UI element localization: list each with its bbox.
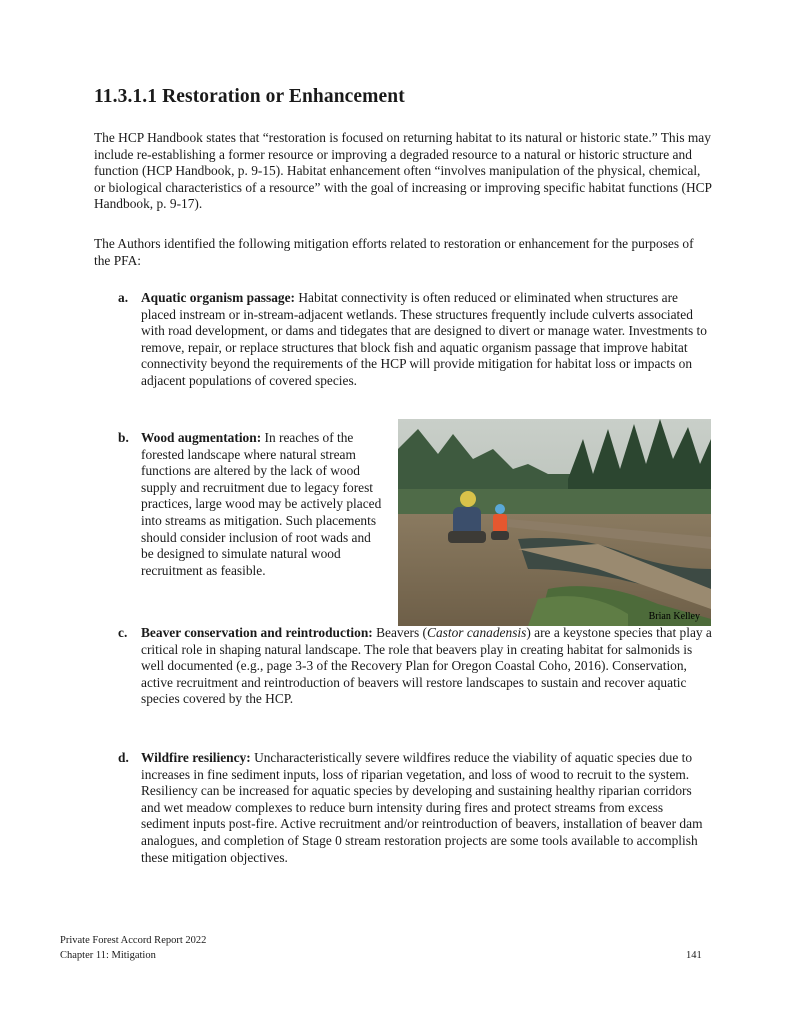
footer-report-title: Private Forest Accord Report 2022 [60, 935, 207, 946]
list-marker: b. [118, 430, 129, 445]
list-item-wood-augmentation [118, 430, 386, 579]
species-name: Castor canadensis [427, 625, 527, 640]
item-text-before: Beavers ( [376, 625, 428, 640]
item-text: Uncharacteristically severe wildfires reduce the viability of aquatic species due to increases in fine sediment inputs, loss of riparian vegetation, and loss of wood to recruit to the system. Resiliency can be increased for aquatic species by developing and sustaining healthy riparian corridors and wet meadow complexes to reduce burn intensity during fires and protect streams from excess sediment inputs post-fire. Active recruitment and/or reintroduction of beavers, installation of beaver dam analogues, and completion of Stage 0 stream restoration projects are some tools available to accomplish these mitigation objectives. [141, 750, 703, 865]
list-item-wildfire-resiliency [118, 750, 714, 866]
item-title: Wildfire resiliency: [141, 750, 255, 765]
list-item-beaver-conservation [118, 625, 714, 708]
list-item-aquatic-passage [118, 290, 714, 390]
item-title: Wood augmentation: [141, 430, 265, 445]
footer-chapter: Chapter 11: Mitigation [60, 950, 156, 961]
list-marker: c. [118, 625, 128, 640]
photo-credit: Brian Kelley [648, 611, 700, 622]
item-title: Aquatic organism passage: [141, 290, 299, 305]
item-text: Habitat connectivity is often reduced or eliminated when structures are placed instream or in-stream-adjacent wetlands. These structures frequently include culverts associated with road development, or dams and tidegates that are designed to divert or manage water. Investments to remove, repair, or replace structures that block fish and aquatic organism passage that improve habitat connectivity beyond the requirements of the HCP will provide mitigation for habitat loss or impacts on adjacent populations of covered species. [141, 290, 707, 388]
page-number: 141 [686, 950, 702, 961]
item-text-after: ) are a keystone species that play a critical role in shaping natural landscape. The role that beavers play in creating habitat for salmonids is well documented (e.g., page 3-3 of the Recovery Plan for Oregon Coastal Coho, 2016). Conservation, active recruitment and reintroduction of beavers will restore landscapes to sustain and recover aquatic species covered by the HCP. [141, 625, 712, 707]
section-heading: 11.3.1.1 Restoration or Enhancement [94, 86, 405, 107]
item-text: In reaches of the forested landscape where natural stream functions are altered by the lack of wood supply and recruitment due to legacy forest practices, large wood may be actively placed into streams as mitigation. Such placements should consider inclusion of root wads and be designed to simulate natural wood recruitment as feasible. [141, 430, 382, 578]
list-marker: d. [118, 750, 129, 765]
authors-paragraph: The Authors identified the following mitigation efforts related to restoration or enhancement for the purposes of the PFA: [94, 236, 694, 268]
intro-paragraph: The HCP Handbook states that “restoration is focused on returning habitat to its natural or historic state.” This may include re-establishing a former resource or improving a degraded resource to a natural or historic structure and function (HCP Handbook, p. 9-15). Habitat enhancement often “involves manipulation of the physical, chemical, or biological characteristics of a resource” with the goal of increasing or improving specific habitat functions (HCP Handbook, p. 9-17). [94, 130, 712, 212]
item-title: Beaver conservation and reintroduction: [141, 625, 377, 640]
photo-illustration [398, 419, 711, 626]
stream-restoration-photo [398, 419, 711, 626]
list-marker: a. [118, 290, 129, 305]
